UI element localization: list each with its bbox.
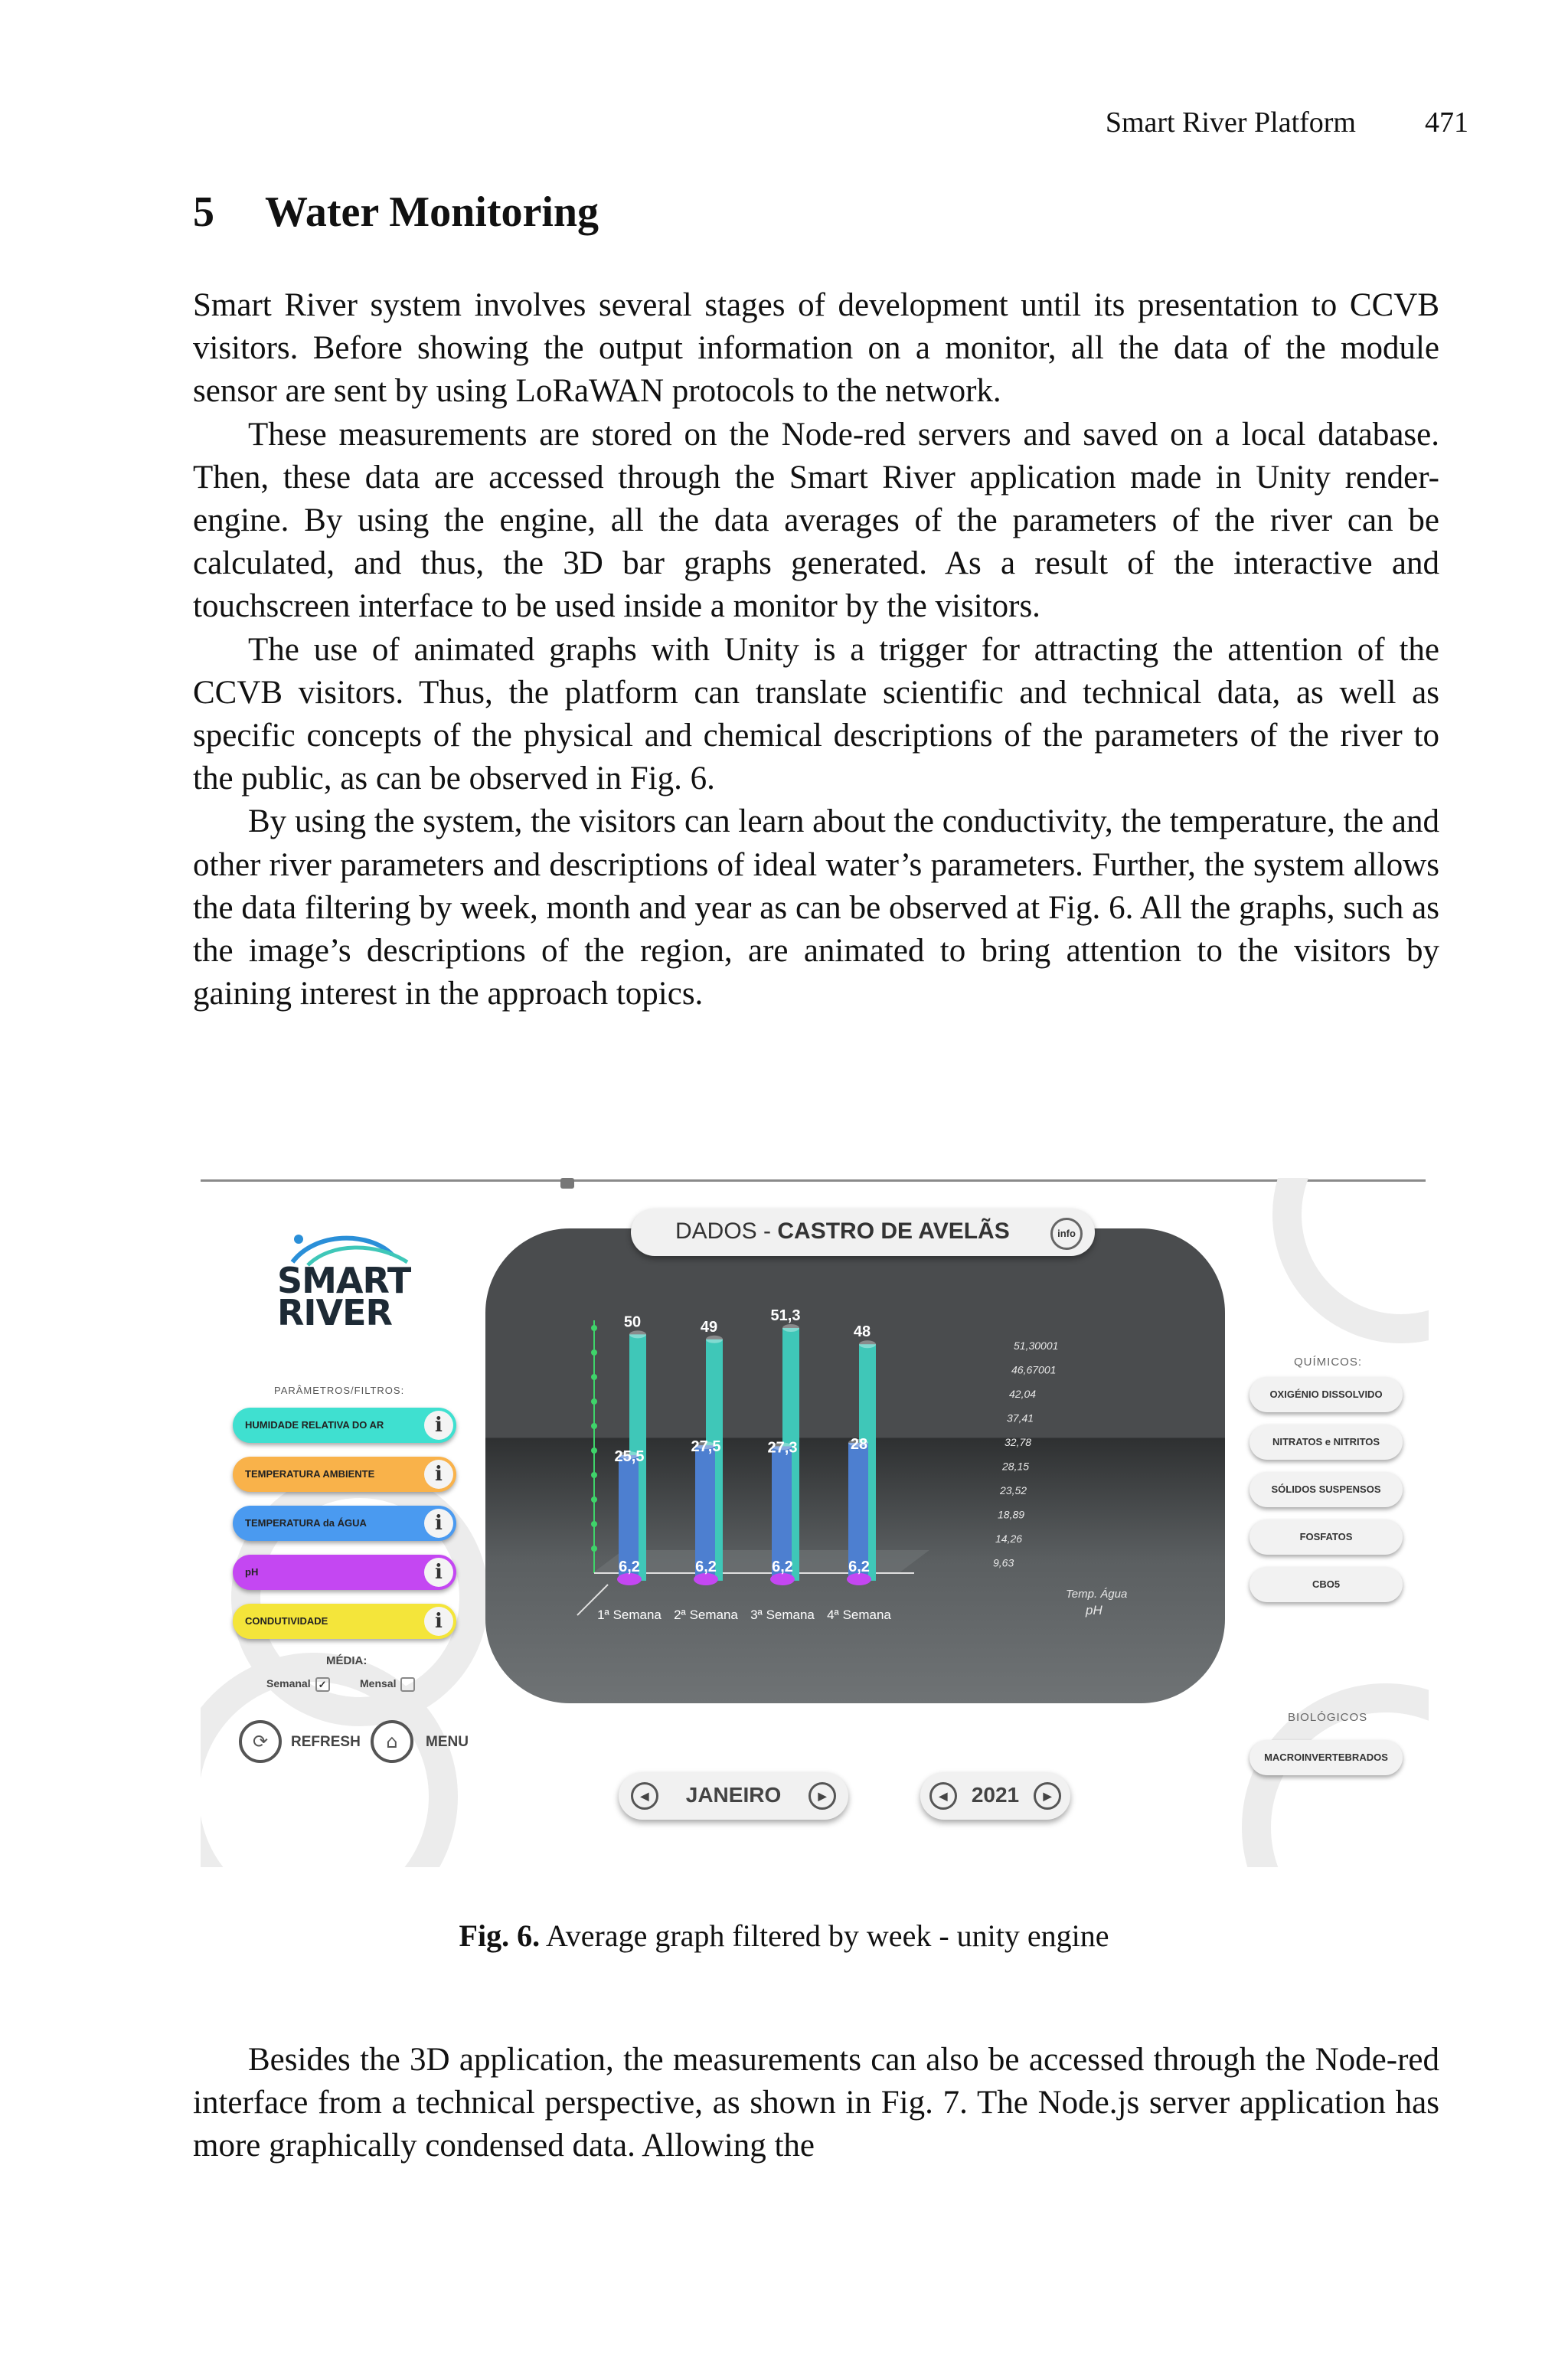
body-text-after [193,2039,1439,2168]
paragraph: Besides the 3D application, the measurements can also be accessed through the Node-red interface from a technical perspective, as shown in Fig. 7. The Node.js server application has more graphically condensed data. Allowing the [193,2042,1439,2164]
quimico-nitratos[interactable]: NITRATOS e NITRITOS [1250,1425,1403,1460]
data-label-temp-agua: 27,5 [691,1438,721,1456]
info-icon[interactable]: i [424,1411,453,1440]
scroll-handle[interactable] [560,1178,574,1189]
quimico-oxigenio[interactable]: OXIGÉNIO DISSOLVIDO [1250,1377,1403,1412]
paragraph: The use of animated graphs with Unity is a trigger for attracting the attention of the CCVB visitors. Thus, the platform can translate scientific and technical data, as well as specific concepts of the physical and chemical descriptions of the parameters of the river to the public, as can be observed in Fig. 6. [193,631,1439,797]
x-tick-label: 3ª Semana [750,1608,815,1622]
quimico-cbo5[interactable]: CBO5 [1250,1567,1403,1602]
logo-line-1: SMART [277,1260,411,1301]
x-tick-label: 4ª Semana [827,1608,891,1622]
quimicos-label: QUÍMICOS: [1294,1356,1363,1369]
y-tick-label: 28,15 [1002,1460,1030,1473]
biologicos-label: BIOLÓGICOS [1288,1711,1368,1724]
divider [201,1179,1426,1182]
param-ph[interactable] [233,1555,456,1590]
data-label-humidade: 49 [700,1318,718,1336]
data-label-temp-agua: 28 [850,1435,868,1453]
axis-marker [591,1472,597,1478]
bar-chart [485,1228,1225,1703]
axis-marker [591,1349,597,1356]
section-title: Water Monitoring [265,188,599,236]
axis-marker [591,1374,597,1380]
data-label-temp-agua: 27,3 [767,1439,798,1457]
info-icon[interactable]: i [424,1509,453,1538]
legend-ph: pH [1086,1603,1102,1617]
y-tick-label: 9,63 [993,1556,1014,1569]
y-tick-label: 51,30001 [1014,1339,1059,1352]
prev-month-icon[interactable]: ◀ [631,1782,658,1810]
smart-river-logo [277,1232,430,1333]
media-label: MÉDIA: [326,1654,368,1667]
axis-marker [591,1398,597,1405]
legend-temp-agua: Temp. Água [1066,1588,1128,1601]
y-tick-label: 46,67001 [1011,1363,1057,1376]
bar-humidade-cap [782,1324,799,1332]
prev-year-icon[interactable]: ◀ [929,1782,957,1810]
x-tick-label: 1ª Semana [597,1608,662,1622]
checkbox-checked-icon[interactable]: ✓ [315,1677,330,1692]
biologico-macroinvertebrados[interactable]: MACROINVERTEBRADOS [1250,1740,1403,1775]
param-label: TEMPERATURA da ÁGUA [245,1517,367,1529]
media-weekly[interactable] [266,1677,330,1692]
param-label: TEMPERATURA AMBIENTE [245,1468,375,1480]
chart-title [675,1218,1010,1245]
info-icon[interactable]: i [424,1460,453,1489]
y-tick-label: 14,26 [995,1532,1023,1545]
media-monthly-label: Mensal [360,1677,397,1690]
year-selector[interactable] [920,1772,1070,1820]
title-prefix: DADOS - [675,1218,778,1244]
title-location: CASTRO DE AVELÃS [777,1218,1010,1244]
param-label: CONDUTIVIDADE [245,1615,328,1627]
axis-marker [591,1325,597,1331]
x-tick-label: 2ª Semana [674,1608,738,1622]
checkbox-icon[interactable] [400,1677,415,1692]
page-number: 471 [1425,106,1468,139]
param-label: HUMIDADE RELATIVA DO AR [245,1419,384,1431]
paragraph: These measurements are stored on the Node-red servers and saved on a local database. Then, these data are accessed through the Smart River application made in Unity render-engine. By using the engine, all the data averages of the parameters of the river can be calculated, and thus, the 3D bar graphs generated. As a result of the interactive and touchscreen interface to be used inside a monitor by the visitors. [193,416,1439,625]
media-monthly[interactable] [360,1677,415,1692]
axis-marker [591,1496,597,1503]
logo-line-2: RIVER [277,1292,392,1333]
bar-humidade-cap [706,1336,723,1343]
y-tick-label: 42,04 [1009,1388,1037,1400]
param-condutividade[interactable] [233,1604,456,1639]
info-icon[interactable]: i [424,1558,453,1587]
data-label-humidade: 50 [623,1313,642,1331]
param-label: pH [245,1566,259,1578]
watermark-shape [1272,1178,1429,1343]
title-bar [631,1209,1095,1256]
body-text-before [193,284,1439,1016]
axis-marker [591,1546,597,1552]
month-label: JANEIRO [685,1783,782,1807]
y-tick-label: 23,52 [1000,1484,1027,1496]
home-icon[interactable]: ⌂ [371,1720,413,1763]
y-tick-label: 32,78 [1004,1436,1032,1448]
data-label-humidade: 48 [853,1323,871,1341]
section-number: 5 [193,188,214,236]
y-tick-label: 37,41 [1007,1411,1034,1425]
params-label: PARÂMETROS/FILTROS: [274,1385,405,1396]
y-tick-label: 18,89 [998,1508,1025,1521]
axis-marker [591,1423,597,1429]
axis-marker [591,1521,597,1527]
refresh-icon[interactable]: ⟳ [239,1720,282,1763]
caption-text: Average graph filtered by week - unity engine [545,1918,1109,1953]
axis-marker [591,1447,597,1454]
next-year-icon[interactable]: ▶ [1034,1782,1061,1810]
figure-6 [201,1178,1429,1867]
data-label-temp-agua: 25,5 [614,1447,645,1465]
month-selector[interactable] [619,1772,848,1820]
running-head [1106,106,1468,139]
data-label-ph: 6,2 [619,1559,640,1575]
paragraph: By using the system, the visitors can learn about the conductivity, the temperature, the and other river parameters and descriptions of ideal water’s parameters. Further, the system allows the data filtering by week, month and year as can be observed at Fig. 6. All the graphs, such as the image’s descriptions of the region, are animated to bring attention to the visitors by gaining interest in the approach topics. [193,803,1439,1012]
figure-caption [0,1918,1568,1954]
data-label-humidade: 51,3 [770,1307,801,1324]
running-head-title: Smart River Platform [1105,106,1356,139]
info-button[interactable]: info [1050,1218,1083,1250]
paragraph: Smart River system involves several stages of development until its presentation to CCVB visitors. Before showing the output information on a monitor, all the data of the module sensor are sent by using LoRaWAN protocols to the network. [193,287,1439,410]
menu-button[interactable]: MENU [426,1734,469,1750]
quimico-solidos[interactable]: SÓLIDOS SUSPENSOS [1250,1472,1403,1507]
data-label-ph: 6,2 [695,1559,717,1575]
section-heading [193,188,599,237]
next-month-icon[interactable]: ▶ [808,1782,836,1810]
year-label: 2021 [971,1783,1020,1807]
refresh-button[interactable]: REFRESH [291,1734,361,1750]
info-icon[interactable]: i [424,1607,453,1636]
data-label-ph: 6,2 [848,1559,870,1575]
param-humidade[interactable] [233,1408,456,1443]
bar-humidade-cap [859,1340,876,1348]
bar-humidade-cap [629,1330,646,1338]
data-label-ph: 6,2 [772,1559,793,1575]
param-temperatura-agua[interactable] [233,1506,456,1541]
media-weekly-label: Semanal [266,1677,311,1690]
caption-label: Fig. 6. [459,1918,541,1953]
param-temperatura-ambiente[interactable] [233,1457,456,1492]
quimico-fosfatos[interactable]: FOSFATOS [1250,1519,1403,1555]
